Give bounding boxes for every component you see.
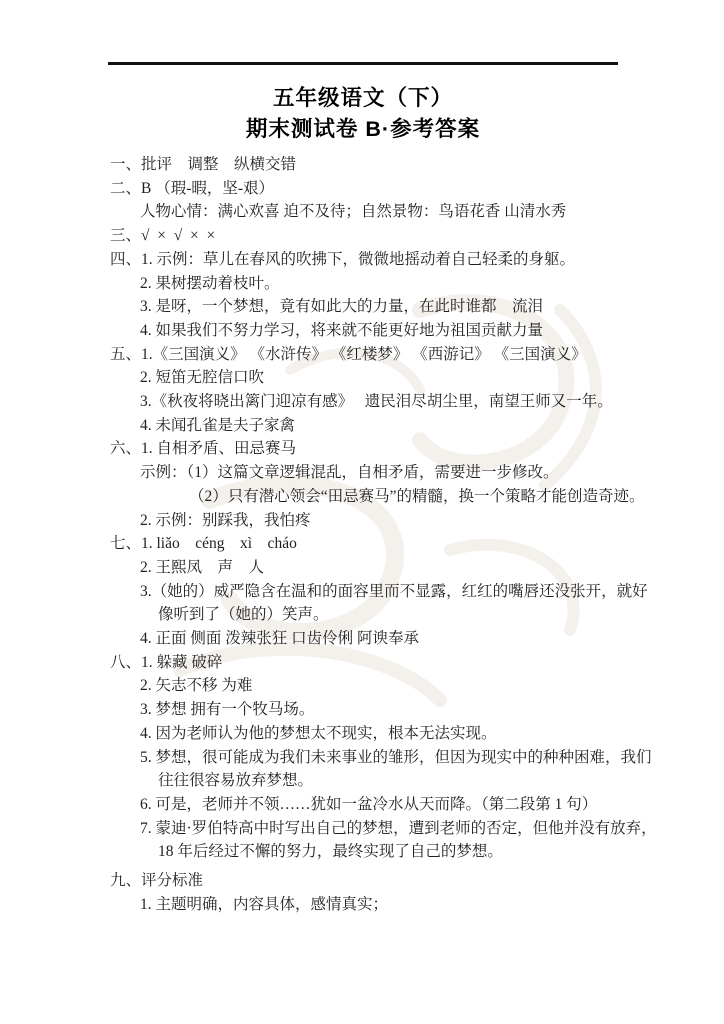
answer-line: 3.《秋夜将晓出篱门迎凉有感》 遗民泪尽胡尘里，南望王师又一年。: [140, 393, 613, 411]
answer-line: 2. 王熙凤 声 人: [140, 558, 265, 576]
answer-line: 六、1. 自相矛盾、田忌赛马: [110, 440, 297, 458]
answer-line: 6. 可是，老师并不领……犹如一盆冷水从天而降。（第二段第 1 句）: [140, 795, 598, 813]
answer-line: 四、1. 示例：草儿在春风的吹拂下，微微地摇动着自己轻柔的身躯。: [110, 250, 576, 268]
answer-line: 4. 未闻孔雀是夫子家禽: [140, 416, 296, 434]
answer-line: 像听到了（她的）笑声。: [158, 606, 329, 624]
answer-line: 人物心情：满心欢喜 迫不及待；自然景物：鸟语花香 山清水秀: [140, 203, 567, 221]
answer-line: 往往很容易放弃梦想。: [158, 772, 314, 790]
answer-line: 2. 矢志不移 为难: [140, 677, 253, 695]
answer-line: 4. 如果我们不努力学习，将来就不能更好地为祖国贡献力量: [140, 321, 544, 339]
answer-line: 2. 示例：别踩我，我怕疼: [140, 511, 311, 529]
answer-line: 三、√ × √ × ×: [110, 227, 216, 245]
answer-line: 一、批评 调整 纵横交错: [110, 156, 297, 173]
answer-line: 七、1. liǎo céng xì cháo: [110, 535, 297, 553]
answer-line: 五、1.《三国演义》 《水浒传》 《红楼梦》 《西游记》 《三国演义》: [110, 345, 587, 363]
answer-line: 二、B （瑕-暇，坚-艰）: [110, 179, 275, 197]
page-title-line1: 五年级语文（下）: [272, 86, 453, 110]
answer-line: 4. 正面 侧面 泼辣张狂 口齿伶俐 阿谀奉承: [140, 630, 420, 648]
answer-line: 4. 因为老师认为他的梦想太不现实，根本无法实现。: [140, 724, 497, 742]
page-title-line2: 期末测试卷 B·参考答案: [245, 117, 481, 141]
answer-line: 5. 梦想，很可能成为我们未来事业的雏形，但因为现实中的种种困难，我们: [140, 748, 652, 766]
answer-line: 3.（她的）威严隐含在温和的面容里而不显露，红红的嘴唇还没张开，就好: [140, 582, 648, 600]
page-title: [108, 83, 618, 145]
answer-line: 八、1. 躲藏 破碎: [110, 653, 223, 671]
answer-line: （2）只有潜心领会“田忌赛马”的精髓，换一个策略才能创造奇迹。: [189, 487, 645, 505]
answer-line: 2. 果树摆动着枝叶。: [140, 274, 280, 292]
answer-line: 九、评分标准: [110, 872, 204, 890]
answer-line: 示例：（1）这篇文章逻辑混乱，自相矛盾，需要进一步修改。: [140, 464, 559, 482]
answer-line: 7. 蒙迪·罗伯特高中时写出自己的梦想，遭到老师的否定，但他并没有放弃，: [140, 819, 657, 837]
answer-line: 1. 主题明确，内容具体，感情真实；: [140, 895, 389, 913]
answer-line: 18 年后经过不懈的努力，最终实现了自己的梦想。: [158, 843, 503, 861]
answer-line: 3. 是呀，一个梦想，竟有如此大的力量，在此时谁都 流泪: [140, 298, 544, 316]
header-divider: [108, 62, 618, 65]
answer-line: 2. 短笛无腔信口吹: [140, 369, 265, 387]
answer-list: [110, 153, 704, 917]
answer-line: 3. 梦想 拥有一个牧马场。: [140, 701, 315, 719]
